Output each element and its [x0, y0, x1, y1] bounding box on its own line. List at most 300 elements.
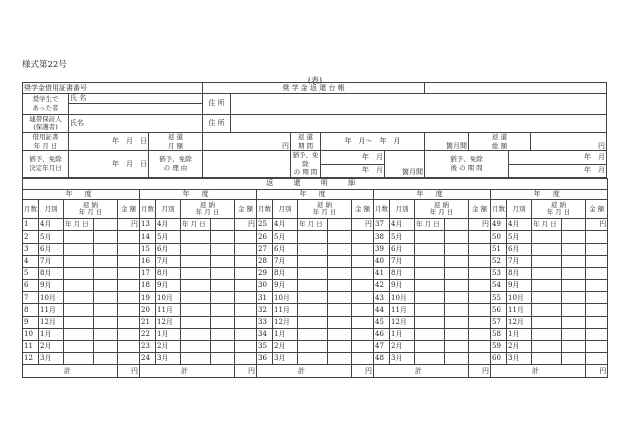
month-name: 5月: [507, 231, 532, 243]
amount-cell[interactable]: [352, 243, 374, 255]
return-date[interactable]: [64, 280, 94, 292]
month-count: 54: [491, 280, 507, 292]
amount-cell[interactable]: [352, 267, 374, 279]
amount-cell[interactable]: 円: [469, 219, 491, 231]
return-date[interactable]: [532, 304, 562, 316]
return-date[interactable]: 年 月 日: [181, 219, 211, 231]
return-date-extra[interactable]: [211, 219, 235, 231]
return-date[interactable]: [415, 316, 445, 328]
cert-date-value[interactable]: 年 月 日: [69, 132, 149, 150]
monthly-label: 返 還 月 額: [149, 132, 203, 150]
month-name: 6月: [156, 243, 181, 255]
return-date-extra[interactable]: [562, 243, 586, 255]
amount-cell[interactable]: [352, 280, 374, 292]
return-date-extra[interactable]: [328, 231, 352, 243]
ledger-section-title: 返 還 明 細: [23, 178, 608, 189]
month-name: 1月: [273, 328, 298, 340]
return-date-extra[interactable]: [94, 231, 118, 243]
return-date-extra[interactable]: [94, 292, 118, 304]
month-name: 9月: [390, 280, 415, 292]
month-name: 8月: [507, 267, 532, 279]
return-date-extra[interactable]: [562, 292, 586, 304]
amount-cell[interactable]: [586, 341, 608, 353]
return-date[interactable]: [181, 304, 211, 316]
return-date[interactable]: [181, 353, 211, 365]
return-date-extra[interactable]: [445, 219, 469, 231]
return-date[interactable]: [532, 316, 562, 328]
return-date[interactable]: [415, 328, 445, 340]
guarantor-address-field[interactable]: [231, 114, 607, 132]
amount-cell[interactable]: 円: [352, 219, 374, 231]
month-count: 23: [140, 341, 156, 353]
fiscal-year-label: 年 度: [374, 189, 491, 200]
return-date-extra[interactable]: [211, 316, 235, 328]
month-name: 7月: [507, 255, 532, 267]
month-name: 10月: [390, 292, 415, 304]
amount-cell[interactable]: [469, 231, 491, 243]
return-date[interactable]: [298, 316, 328, 328]
return-date[interactable]: [181, 280, 211, 292]
return-date-extra[interactable]: [562, 255, 586, 267]
month-name: 3月: [156, 353, 181, 365]
block-total-value[interactable]: 円: [235, 365, 257, 377]
return-date[interactable]: [415, 255, 445, 267]
amount-cell[interactable]: [235, 328, 257, 340]
ledger-row: [23, 353, 608, 365]
return-date-extra[interactable]: [94, 267, 118, 279]
return-date[interactable]: [298, 292, 328, 304]
return-date-extra[interactable]: [562, 328, 586, 340]
month-name: 10月: [39, 292, 64, 304]
return-date-extra[interactable]: [445, 231, 469, 243]
amount-cell[interactable]: [469, 292, 491, 304]
return-date-extra[interactable]: [328, 267, 352, 279]
return-date-extra[interactable]: [562, 316, 586, 328]
amount-cell[interactable]: [469, 267, 491, 279]
return-date[interactable]: [532, 243, 562, 255]
month-name: 11月: [273, 304, 298, 316]
return-date-extra[interactable]: [94, 255, 118, 267]
amount-cell[interactable]: [235, 243, 257, 255]
return-date[interactable]: [415, 304, 445, 316]
amount-cell[interactable]: [118, 267, 140, 279]
student-name-field[interactable]: [69, 104, 203, 115]
amount-cell[interactable]: [586, 243, 608, 255]
block-total-label: 計: [140, 365, 235, 377]
amount-cell[interactable]: [586, 292, 608, 304]
deferral-period-label: 猶予、免除 の 期 間: [292, 151, 319, 177]
fiscal-year-label: 年 度: [23, 189, 140, 200]
total-value[interactable]: 円: [531, 132, 607, 150]
amount-cell[interactable]: [469, 255, 491, 267]
return-date-extra[interactable]: [445, 304, 469, 316]
return-date-extra[interactable]: [445, 292, 469, 304]
period-label: 返 還 期 間: [291, 132, 321, 150]
return-date-extra[interactable]: [562, 231, 586, 243]
col-month-count: 月数: [491, 200, 507, 219]
return-date-extra[interactable]: [328, 280, 352, 292]
month-count: 4: [23, 255, 39, 267]
reason-label: 猶予、免除 の 理 由: [149, 151, 203, 178]
amount-cell[interactable]: [469, 280, 491, 292]
amount-cell[interactable]: 円: [118, 219, 140, 231]
month-name: 8月: [156, 267, 181, 279]
col-month: 月別: [390, 200, 415, 219]
return-date[interactable]: [181, 267, 211, 279]
return-date[interactable]: [415, 353, 445, 365]
month-count: 18: [140, 280, 156, 292]
month-count: 7: [23, 292, 39, 304]
month-count: 40: [374, 255, 390, 267]
return-date[interactable]: [64, 341, 94, 353]
amount-cell[interactable]: [586, 304, 608, 316]
block-total-value[interactable]: 円: [118, 365, 140, 377]
return-date-extra[interactable]: [94, 316, 118, 328]
return-date-extra[interactable]: [562, 280, 586, 292]
return-date[interactable]: [298, 255, 328, 267]
return-date[interactable]: 年 月 日: [532, 219, 562, 231]
return-date-extra[interactable]: [562, 304, 586, 316]
amount-cell[interactable]: [235, 292, 257, 304]
return-date[interactable]: [298, 304, 328, 316]
return-date[interactable]: [64, 243, 94, 255]
after-period-from[interactable]: 年 月: [509, 151, 607, 164]
return-date[interactable]: [415, 341, 445, 353]
reason-field[interactable]: [203, 151, 291, 178]
col-amount: 金 額: [235, 200, 257, 219]
deferral-period-to[interactable]: 年 月: [321, 164, 385, 177]
month-name: 11月: [507, 304, 532, 316]
amount-cell[interactable]: [118, 280, 140, 292]
return-date-extra[interactable]: [445, 243, 469, 255]
return-date[interactable]: [532, 231, 562, 243]
return-date-extra[interactable]: [211, 328, 235, 340]
student-name-label: 氏 名: [69, 93, 203, 104]
month-name: 4月: [273, 219, 298, 231]
month-count: 39: [374, 243, 390, 255]
col-return-date: 返 納 年 月 日: [415, 200, 469, 219]
amount-cell[interactable]: [469, 243, 491, 255]
amount-cell[interactable]: [469, 316, 491, 328]
amount-cell[interactable]: [118, 231, 140, 243]
month-count: 32: [257, 304, 273, 316]
month-count: 14: [140, 231, 156, 243]
amount-cell[interactable]: [235, 341, 257, 353]
form-number: 様式第22号: [22, 60, 67, 70]
amount-cell[interactable]: [235, 316, 257, 328]
month-name: 2月: [156, 341, 181, 353]
return-date-extra[interactable]: [328, 255, 352, 267]
return-date[interactable]: [298, 328, 328, 340]
month-count: 47: [374, 341, 390, 353]
deferral-date-value[interactable]: 年 月 日: [69, 151, 149, 178]
return-date-extra[interactable]: [94, 243, 118, 255]
return-date[interactable]: [64, 292, 94, 304]
month-name: 2月: [39, 341, 64, 353]
month-name: 3月: [273, 353, 298, 365]
return-date[interactable]: [64, 267, 94, 279]
return-date-extra[interactable]: [94, 328, 118, 340]
return-date[interactable]: [298, 341, 328, 353]
month-count: 37: [374, 219, 390, 231]
month-count: 50: [491, 231, 507, 243]
month-count: 30: [257, 280, 273, 292]
month-name: 1月: [156, 328, 181, 340]
return-date-extra[interactable]: [211, 243, 235, 255]
return-date[interactable]: [298, 267, 328, 279]
return-date[interactable]: [532, 255, 562, 267]
ledger-title: 奨 学 金 返 還 台 帳: [203, 83, 425, 94]
return-date-extra[interactable]: [445, 328, 469, 340]
month-count: 10: [23, 328, 39, 340]
return-date[interactable]: [181, 231, 211, 243]
return-date[interactable]: [415, 243, 445, 255]
ledger-row: [23, 316, 608, 328]
return-date[interactable]: [415, 280, 445, 292]
month-name: 2月: [507, 341, 532, 353]
month-count: 1: [23, 219, 39, 231]
month-name: 2月: [273, 341, 298, 353]
return-date-extra[interactable]: [211, 280, 235, 292]
return-date[interactable]: [532, 280, 562, 292]
amount-cell[interactable]: [235, 255, 257, 267]
amount-cell[interactable]: [469, 328, 491, 340]
student-address-label: 住 所: [203, 93, 231, 114]
return-date-extra[interactable]: [445, 255, 469, 267]
month-count: 35: [257, 341, 273, 353]
return-date[interactable]: [415, 267, 445, 279]
month-count: 20: [140, 304, 156, 316]
return-date-extra[interactable]: [445, 353, 469, 365]
return-date-extra[interactable]: [562, 353, 586, 365]
return-date[interactable]: [181, 341, 211, 353]
monthly-value[interactable]: 円: [203, 132, 291, 150]
return-date-extra[interactable]: [562, 219, 586, 231]
amount-cell[interactable]: [586, 231, 608, 243]
return-date[interactable]: 年 月 日: [298, 219, 328, 231]
after-period-label: 猶予、免除 後 の 期 間: [425, 151, 509, 178]
month-count: 59: [491, 341, 507, 353]
return-date[interactable]: [298, 353, 328, 365]
amount-cell[interactable]: [586, 316, 608, 328]
amount-cell[interactable]: [235, 280, 257, 292]
month-name: 6月: [507, 243, 532, 255]
month-name: 4月: [156, 219, 181, 231]
return-date[interactable]: [532, 341, 562, 353]
amount-cell[interactable]: [352, 353, 374, 365]
return-date[interactable]: [181, 328, 211, 340]
amount-cell[interactable]: [118, 304, 140, 316]
block-total-value[interactable]: 円: [469, 365, 491, 377]
return-date-extra[interactable]: [328, 341, 352, 353]
amount-cell[interactable]: [469, 341, 491, 353]
return-date-extra[interactable]: [328, 304, 352, 316]
return-date[interactable]: [532, 267, 562, 279]
return-date-extra[interactable]: [328, 292, 352, 304]
month-count: 41: [374, 267, 390, 279]
ledger-row: [23, 267, 608, 279]
month-count: 31: [257, 292, 273, 304]
month-name: 3月: [390, 353, 415, 365]
amount-cell[interactable]: [352, 316, 374, 328]
amount-cell[interactable]: 円: [586, 219, 608, 231]
return-date-extra[interactable]: [328, 243, 352, 255]
return-date-extra[interactable]: [94, 280, 118, 292]
month-count: 34: [257, 328, 273, 340]
return-date[interactable]: [298, 280, 328, 292]
return-date[interactable]: [298, 243, 328, 255]
col-month: 月別: [273, 200, 298, 219]
amount-cell[interactable]: [352, 341, 374, 353]
month-count: 44: [374, 304, 390, 316]
block-total-value[interactable]: 円: [352, 365, 374, 377]
return-date-extra[interactable]: [562, 341, 586, 353]
month-count: 43: [374, 292, 390, 304]
return-date-extra[interactable]: [211, 292, 235, 304]
block-total-value[interactable]: 円: [586, 365, 608, 377]
amount-cell[interactable]: [118, 292, 140, 304]
month-name: 4月: [39, 219, 64, 231]
amount-cell[interactable]: [118, 316, 140, 328]
return-date[interactable]: [64, 255, 94, 267]
month-count: 16: [140, 255, 156, 267]
return-date-extra[interactable]: [211, 304, 235, 316]
return-date-extra[interactable]: [211, 341, 235, 353]
return-date[interactable]: [181, 243, 211, 255]
amount-cell[interactable]: [352, 292, 374, 304]
return-date[interactable]: [415, 292, 445, 304]
month-count: 57: [491, 316, 507, 328]
return-date[interactable]: [181, 255, 211, 267]
ledger-row: [23, 231, 608, 243]
guarantor-label: 連帯保証人 (保護者): [23, 114, 69, 132]
amount-cell[interactable]: [118, 341, 140, 353]
deferral-period-from[interactable]: 年 月: [321, 151, 385, 164]
month-name: 3月: [39, 353, 64, 365]
ledger-row: [23, 280, 608, 292]
month-count: 33: [257, 316, 273, 328]
month-name: 12月: [390, 316, 415, 328]
cert-no-blank[interactable]: [425, 83, 607, 94]
return-date[interactable]: 年 月 日: [415, 219, 445, 231]
month-count: 22: [140, 328, 156, 340]
return-date-extra[interactable]: [562, 267, 586, 279]
month-count: 53: [491, 267, 507, 279]
return-date[interactable]: [532, 353, 562, 365]
return-date-extra[interactable]: [94, 304, 118, 316]
return-date-extra[interactable]: [328, 316, 352, 328]
return-date[interactable]: [64, 328, 94, 340]
month-count: 19: [140, 292, 156, 304]
amount-cell[interactable]: [469, 353, 491, 365]
month-count: 2: [23, 231, 39, 243]
month-name: 3月: [507, 353, 532, 365]
month-name: 5月: [39, 231, 64, 243]
after-period-to[interactable]: 年 月: [509, 164, 607, 177]
return-date-extra[interactable]: [211, 353, 235, 365]
return-date[interactable]: [64, 316, 94, 328]
return-date[interactable]: [181, 316, 211, 328]
col-month-count: 月数: [140, 200, 156, 219]
return-date-extra[interactable]: [445, 341, 469, 353]
return-date-extra[interactable]: [211, 267, 235, 279]
col-amount: 金 額: [469, 200, 491, 219]
month-name: 12月: [156, 316, 181, 328]
month-count: 56: [491, 304, 507, 316]
amount-cell[interactable]: [235, 304, 257, 316]
amount-cell[interactable]: [352, 255, 374, 267]
return-date-extra[interactable]: [445, 316, 469, 328]
amount-cell[interactable]: [235, 267, 257, 279]
amount-cell[interactable]: [118, 255, 140, 267]
return-date-extra[interactable]: [94, 353, 118, 365]
month-name: 4月: [507, 219, 532, 231]
deferral-months: 箇月間: [385, 151, 425, 178]
col-amount: 金 額: [352, 200, 374, 219]
month-name: 12月: [39, 316, 64, 328]
month-count: 55: [491, 292, 507, 304]
amount-cell[interactable]: [118, 243, 140, 255]
return-date-extra[interactable]: [328, 219, 352, 231]
return-date[interactable]: [298, 231, 328, 243]
amount-cell[interactable]: [586, 328, 608, 340]
month-count: 52: [491, 255, 507, 267]
month-name: 1月: [507, 328, 532, 340]
month-name: 5月: [156, 231, 181, 243]
return-date-extra[interactable]: [94, 219, 118, 231]
return-date[interactable]: [181, 292, 211, 304]
return-date[interactable]: 年 月 日: [64, 219, 94, 231]
return-date[interactable]: [64, 304, 94, 316]
return-date[interactable]: [415, 231, 445, 243]
amount-cell[interactable]: [235, 231, 257, 243]
month-name: 6月: [39, 243, 64, 255]
amount-cell[interactable]: 円: [235, 219, 257, 231]
amount-cell[interactable]: [118, 353, 140, 365]
return-date-extra[interactable]: [211, 231, 235, 243]
amount-cell[interactable]: [235, 353, 257, 365]
month-name: 11月: [390, 304, 415, 316]
col-month: 月別: [39, 200, 64, 219]
return-date-extra[interactable]: [211, 255, 235, 267]
student-address-field[interactable]: [231, 93, 607, 114]
amount-cell[interactable]: [586, 280, 608, 292]
return-date[interactable]: [64, 353, 94, 365]
amount-cell[interactable]: [586, 353, 608, 365]
amount-cell[interactable]: [586, 267, 608, 279]
amount-cell[interactable]: [352, 231, 374, 243]
amount-cell[interactable]: [586, 255, 608, 267]
return-date-extra[interactable]: [328, 353, 352, 365]
period-value[interactable]: 年 月〜 年 月: [321, 132, 425, 150]
side-label: (表): [307, 76, 323, 85]
return-date[interactable]: [64, 231, 94, 243]
return-date-extra[interactable]: [445, 280, 469, 292]
header-table: [22, 82, 607, 178]
amount-cell[interactable]: [352, 328, 374, 340]
amount-cell[interactable]: [118, 328, 140, 340]
month-count: 29: [257, 267, 273, 279]
return-date-extra[interactable]: [328, 328, 352, 340]
return-date-extra[interactable]: [94, 341, 118, 353]
return-date[interactable]: [532, 328, 562, 340]
month-count: 24: [140, 353, 156, 365]
month-name: 10月: [156, 292, 181, 304]
amount-cell[interactable]: [352, 304, 374, 316]
amount-cell[interactable]: [469, 304, 491, 316]
return-date-extra[interactable]: [445, 267, 469, 279]
return-date[interactable]: [532, 292, 562, 304]
